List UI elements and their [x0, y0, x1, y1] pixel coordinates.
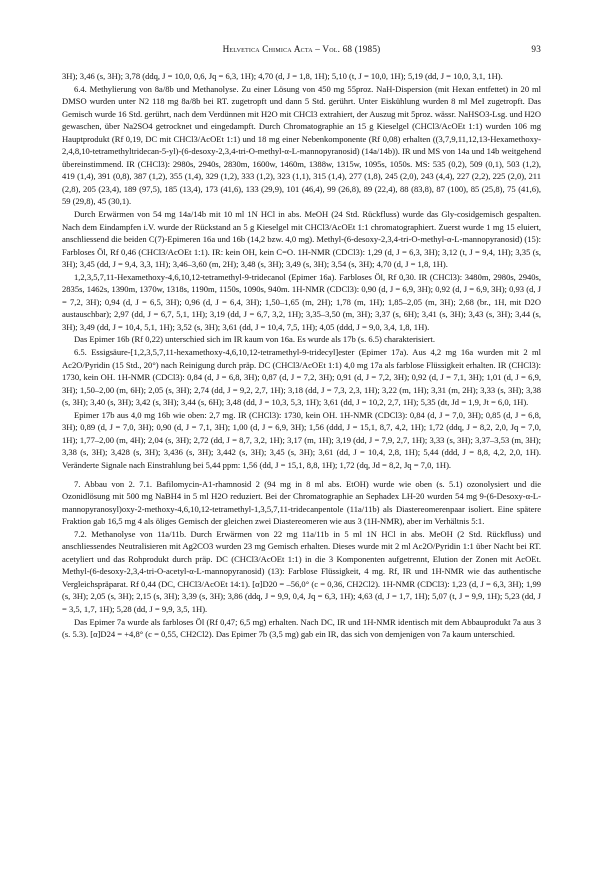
page-number: 93: [531, 44, 541, 54]
paragraph-section-7-1: 7. Abbau von 2. 7.1. Bafilomycin-A1-rhamnosid 2 (94 mg in 8 ml abs. EtOH) wurde wie oben (s. 5.1) ozonolysiert und die Ozonidlösung mit 500 mg NaBH4 in 5 ml H2O reduziert. Bei der Chromatographie an Sephadex LH-20 wurden 54 mg 9-(6-Desoxy-α-L-mannopyranosyl)oxy-2-methoxy-4,6,10,12-tetramethyl-1,3,5,7,11-tridecanpentole (11a/11b) als Diastereomerenpaar isoliert. Eine spätere Fraktion gab 16,5 mg 4 als öliges Gemisch der gleichen zwei Diastereomeren wie aus 3 (1H-NMR), aber im Verhältnis 5:1.: [62, 478, 541, 527]
paragraph-glycoside-cleavage: Durch Erwärmen von 54 mg 14a/14b mit 10 ml 1N HCl in abs. MeOH (24 Std. Rückfluss) wurde das Gly-cosidgemisch gespalten. Nach dem Eindampfen i.V. wurde der Rückstand an 5 g Kieselgel mit CHCl3/AcOEt 1:1 chromatographiert. Zuerst wurde 1 mg 15 eluiert, anschliessend die beiden C(7)-Epimeren 16a und 16b (14,2 bzw. 4,0 mg). Methyl-(6-desoxy-2,3,4-tri-O-methyl-α-L-mannopyranosid) (15): Farbloses Öl, Rf 0,46 (CHCl3/AcOEt 1:1). IR: kein OH, kein C=O. 1H-NMR (CDCl3): 1,29 (d, J = 6,3, 3H); 3,12 (t, J = 9,4, 1H); 3,35 (s, 3H); 3,45 (dd, J = 9,4, 3,3, 1H); 3,46–3,60 (m, 2H); 3,48 (s, 3H); 3,49 (s, 3H); 3,54 (s, 3H); 4,70 (d, J = 1,8, 1H).: [62, 209, 541, 270]
journal-title: Helvetica Chimica Acta – Vol. 68 (1985): [222, 44, 381, 54]
running-header: [62, 44, 541, 58]
paragraph-epimer-16a: 1,2,3,5,7,11-Hexamethoxy-4,6,10,12-tetramethyl-9-tridecanol (Epimer 16a). Farbloses Öl, Rf 0,30. IR (CHCl3): 3480m, 2980s, 2940s, 2835s, 1462s, 1390m, 1370w, 1318s, 1190m, 1150s, 1090s, 940m. 1H-NMR (CDCl3): 0,90 (d, J = 6,9, 3H); 0,92 (d, J = 6,9, 3H); 0,93 (d, J = 7,2, 3H); 0,94 (d, J = 6,5, 3H); 0,96 (d, J = 6,4, 3H); 1,50–1,65 (m, 2H); 1,78 (m, 1H); 1,85–2,05 (m, 3H); 2,68 (br., 1H, mit D2O austauschbar); 2,97 (dd, J = 6,7, 5,1, 1H); 3,19 (dd, J = 6,7, 3,2, 1H); 3,35–3,50 (m, 3H); 3,37 (s, 6H); 3,41 (s, 3H); 3,43 (s, 3H); 3,44 (s, 3H); 3,49 (dd, J = 10,4, 5,1, 1H); 3,52 (s, 3H); 3,61 (dd, J = 10,4, 7,5, 1H); 4,05 (ddd, J = 9,0, 3,4, 1,8, 1H).: [62, 271, 541, 332]
body-text: [62, 70, 541, 641]
paragraph-epimer-17b: Epimer 17b aus 4,0 mg 16b wie oben: 2,7 mg. IR (CHCl3): 1730, kein OH. 1H-NMR (CDCl3): 0,84 (d, J = 7,0, 3H); 0,85 (d, J = 6,8, 3H); 0,89 (d, J = 7,0, 3H); 0,90 (d, J = 7,1, 3H); 1,00 (d, J = 6,9, 3H); 1,56 (ddd, J = 15,1, 8,7, 4,2, 1H); 1,72 (ddq, J = 8,2, 2,0, Jq = 7,0, 1H); 1,77–2,00 (m, 4H); 2,04 (s, 3H); 2,72 (dd, J = 8,7, 3,2, 1H); 3,17 (m, 1H); 3,19 (dd, J = 7,9, 2,7, 1H); 3,33 (s, 3H); 3,37–3,53 (m, 3H); 3,38 (s, 3H); 3,428 (s, 3H); 3,436 (s, 3H); 3,442 (s, 3H); 3,45 (s, 3H); 3,61 (dd, J = 10,4, 2,8, 1H); 5,44 (ddd, J = 8,8, 4,2, 2,0, 1H). Veränderte Signale nach Einstrahlung bei 5,44 ppm: 1,56 (dd, J = 15,1, 8,8, 1H); 1,72 (dq, Jd = 8,2, Jq = 7,0, 1H).: [62, 409, 541, 470]
paragraph-nmr-continuation: 3H); 3,46 (s, 3H); 3,78 (ddq, J = 10,0, 0,6, Jq = 6,3, 1H); 4,70 (d, J = 1,8, 1H); 5,10 (t, J = 10,0, 1H); 5,19 (dd, J = 10,0, 3,1, 1H).: [62, 71, 503, 81]
paragraph-epimer-16b: Das Epimer 16b (Rf 0,22) unterschied sich im IR kaum von 16a. Es wurde als 17b (s. 6.5) charakterisiert.: [74, 334, 436, 345]
paragraph-section-6-4: 6.4. Methylierung von 8a/8b und Methanolyse. Zu einer Lösung von 450 mg 55proz. NaH-Dispersion (mit Hexan entfettet) in 20 ml DMSO wurden unter N2 118 mg 8a/8b bei RT. zugetropft und dann 5 Std. gerührt. Unter Eiskühlung wurden 8 ml MeI zugetropft. Das Gemisch wurde 16 Std. gerührt, nach dem Verdünnen mit H2O mit CHCl3 extrahiert, der Auszug mit 5proz. wässr. NaHSO3-Lsg. und H2O gewaschen, über Na2SO4 getrocknet und eingedampft. Durch Chromatographie an 15 g Kieselgel (CHCl3/AcOEt 1:1) wurden 106 mg Hauptprodukt (Rf 0,19, DC mit CHCl3/AcOEt 1:1) und 18 mg einer Nebenkomponente (Rf 0,08) erhalten ((3,7,9,11,12,13-Hexamethoxy-2,4,8,10-tetramethyltridecan-5-yl)-(6-desoxy-2,3,4-tri-O-methyl-α-L-mannopyranosid) (14a/14b)). IR und MS von 14a und 14b weitgehend übereinstimmend. IR (CHCl3): 2980s, 2940s, 2830m, 1600w, 1460m, 1388w, 1315w, 1095s, 1050s. MS: 535 (0,2), 509 (0,1), 503 (1,2), 419 (1,4), 391 (0,8), 387 (1,2), 355 (1,4), 329 (1,2), 333 (1,2), 323 (1,1), 315 (1,4), 277 (1,8), 245 (2,0), 243 (4,4), 227 (2,2), 225 (2,0), 211 (2,8), 205 (23,4), 189 (97,5), 185 (13,4), 173 (41,6), 133 (29,9), 101 (46,4), 99 (26,8), 89 (22,4), 88 (83,8), 87 (100), 85 (25,8), 75 (41,6), 59 (29,8), 45 (30,1).: [62, 83, 541, 207]
paragraph-section-6-5: 6.5. Essigsäure-[1,2,3,5,7,11-hexamethoxy-4,6,10,12-tetramethyl-9-tridecyl]ester (Epimer 17a). Aus 4,2 mg 16a wurden mit 2 ml Ac2O/Pyridin (15 Std., 20°) nach Reinigung durch präp. DC (CHCl3/AcOEt 1:1) 4,0 mg 17a als farblose Flüssigkeit erhalten. IR (CHCl3): 1730, kein OH. 1H-NMR (CDCl3): 0,84 (d, J = 6,8, 3H); 0,87 (d, J = 7,2, 3H); 0,91 (d, J = 7,2, 3H); 0,92 (d, J = 7,1, 3H); 1,01 (d, J = 6,9, 3H); 1,50–2,00 (m, 6H); 2,05 (s, 3H); 2,74 (dd, J = 9,2, 2,7, 1H); 3,18 (dd, J = 7,3, 2,3, 1H); 3,22 (m, 1H); 3,31 (m, 2H); 3,33 (s, 3H); 3,38 (s, 3H); 3,40 (s, 3H); 3,42 (s, 3H); 3,44 (s, 6H); 3,48 (dd, J = 10,3, 5,3, 1H); 3,61 (dd, J = 10,2, 2,7, 1H); 5,35 (dt, Jd = 1,9, Jt = 6,0, 1H).: [62, 347, 541, 408]
paragraph-epimer-7a: Das Epimer 7a wurde als farbloses Öl (Rf 0,47; 6,5 mg) erhalten. Nach DC, IR und 1H-NMR identisch mit dem Abbauprodukt 7a aus 3 (s. 5.3). [α]D24 = +4,8° (c = 0,55, CH2Cl2). Das Epimer 7b (3,5 mg) gab ein IR, das sich von demjenigen von 7a kaum unterschied.: [62, 616, 541, 640]
paragraph-section-7-2: 7.2. Methanolyse von 11a/11b. Durch Erwärmen von 22 mg 11a/11b in 5 ml 1N HCl in abs. MeOH (2 Std. Rückfluss) und anschliessendes Neutralisieren mit Ag2CO3 wurden 23 mg Gemisch erhalten. Dieses wurde mit 2 ml Ac2O/Pyridin 1:1 über Nacht bei RT. acetyliert und das Rohprodukt durch präp. DC (CHCl3/AcOEt 1:1) in die 3 Komponenten aufgetrennt, Elution der Zonen mit AcOEt. Methyl-(6-desoxy-2,3,4-tri-O-acetyl-α-L-mannopyranosid) (13): Farblose Flüssigkeit, 4 mg. Rf, IR und 1H-NMR wie das authentische Vergleichspräparat. Rf 0,44 (DC, CHCl3/AcOEt 14:1). [α]D20 = –56,0° (c = 0,36, CH2Cl2). 1H-NMR (CDCl3): 1,23 (d, J = 6,3, 3H); 1,99 (s, 3H); 2,05 (s, 3H); 2,15 (s, 3H); 3,39 (s, 3H); 3,86 (ddq, J = 9,9, 0,4, Jq = 6,3, 1H); 4,63 (d, J = 1,7, 1H); 5,07 (t, J = 9,9, 1H); 5,23 (dd, J = 3,5, 1,7, 1H); 5,28 (dd, J = 9,9, 3,5, 1H).: [62, 528, 541, 614]
